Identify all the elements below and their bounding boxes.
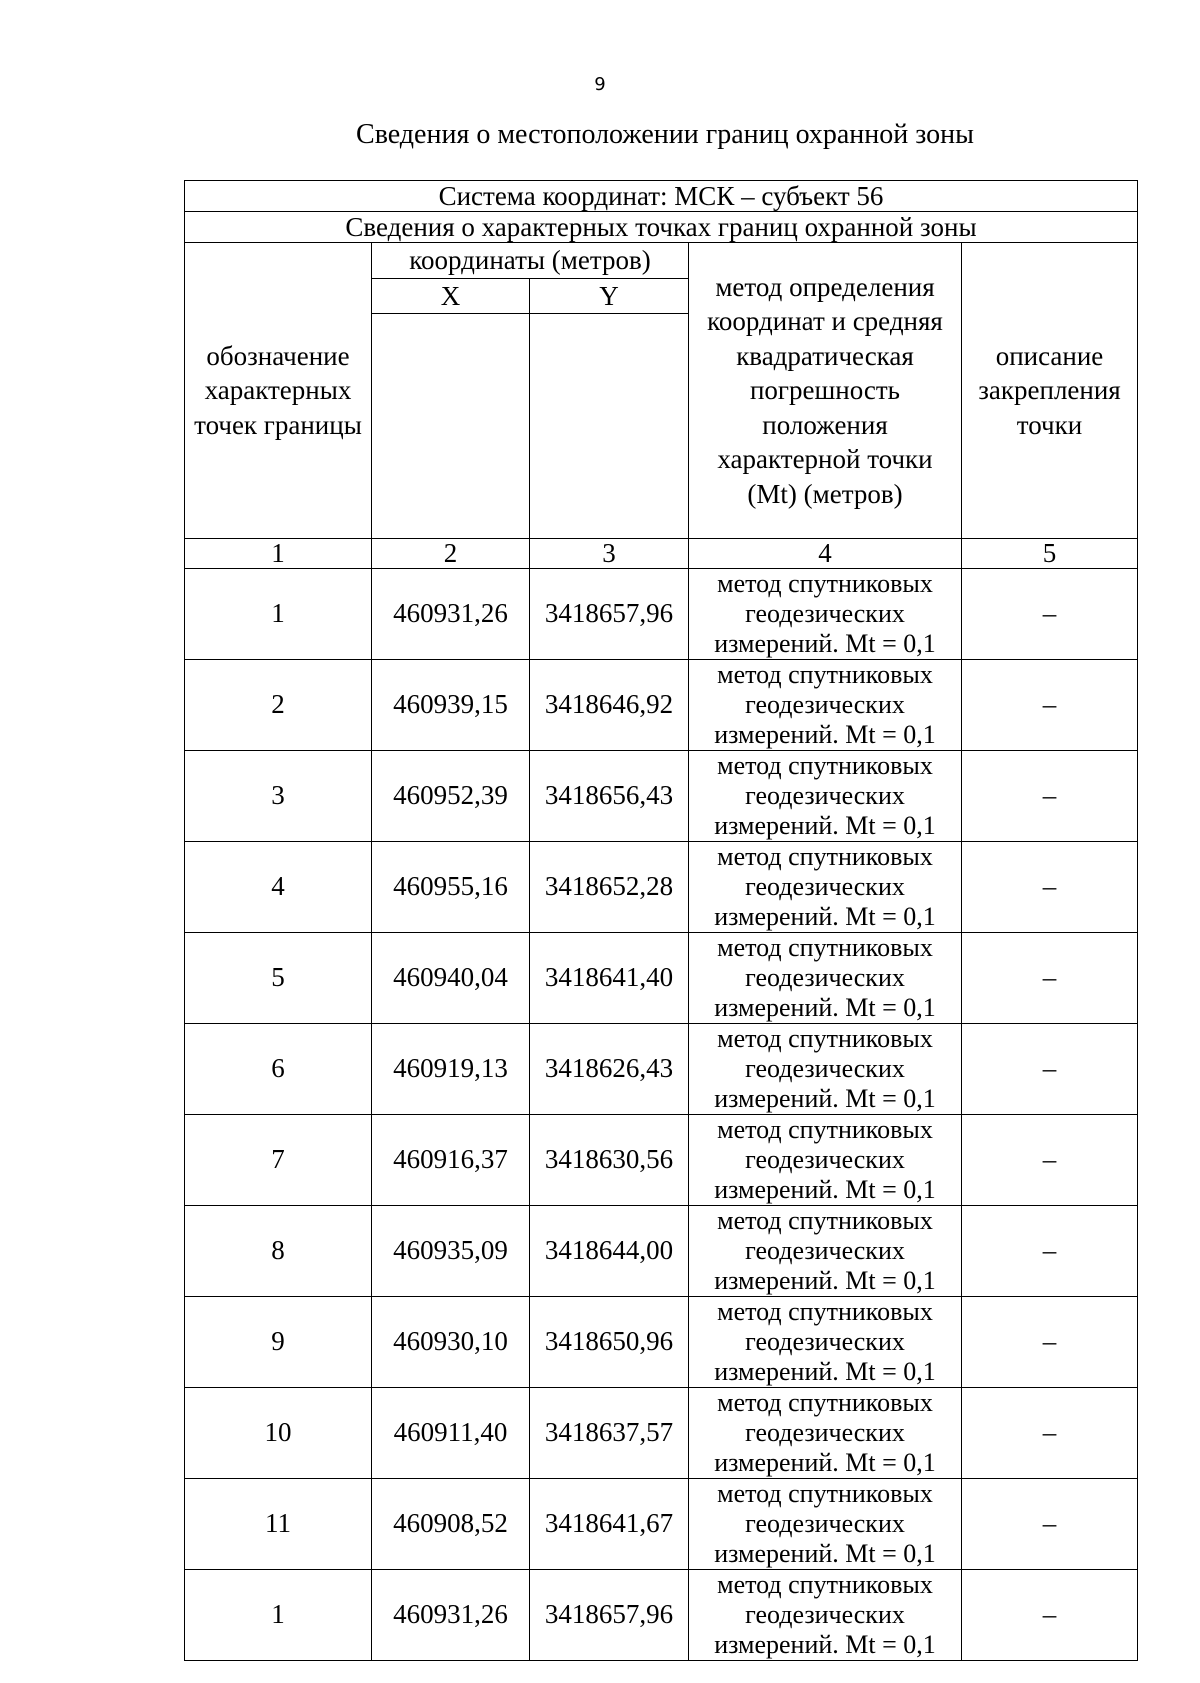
description-cell: –	[962, 842, 1138, 933]
description-cell: –	[962, 751, 1138, 842]
coord-system-row	[185, 181, 1138, 212]
description-cell: –	[962, 1570, 1138, 1661]
column-number: 2	[372, 539, 530, 569]
description-cell: –	[962, 1479, 1138, 1570]
x-coordinate-cell: 460931,26	[372, 569, 530, 660]
header-row	[185, 243, 1138, 279]
description-cell: –	[962, 660, 1138, 751]
table-row	[185, 1388, 1138, 1479]
column-numbers-row	[185, 539, 1138, 569]
table-row	[185, 1570, 1138, 1661]
point-cell: 4	[185, 842, 372, 933]
x-coordinate-cell: 460911,40	[372, 1388, 530, 1479]
table-row	[185, 933, 1138, 1024]
table-row	[185, 1024, 1138, 1115]
method-cell: метод спутниковых геодезических измерений. Mt = 0,1	[689, 569, 962, 660]
description-cell: –	[962, 933, 1138, 1024]
column-number: 1	[185, 539, 372, 569]
method-cell: метод спутниковых геодезических измерений. Mt = 0,1	[689, 1024, 962, 1115]
coord-system-cell: Система координат: МСК – субъект 56	[185, 181, 1138, 212]
method-cell: метод спутниковых геодезических измерений. Mt = 0,1	[689, 1388, 962, 1479]
section-title-cell: Сведения о характерных точках границ охранной зоны	[185, 212, 1138, 243]
y-coordinate-cell: 3418637,57	[530, 1388, 689, 1479]
point-cell: 9	[185, 1297, 372, 1388]
y-coordinate-cell: 3418656,43	[530, 751, 689, 842]
method-cell: метод спутниковых геодезических измерений. Mt = 0,1	[689, 660, 962, 751]
point-cell: 11	[185, 1479, 372, 1570]
method-cell: метод спутниковых геодезических измерений. Mt = 0,1	[689, 933, 962, 1024]
x-coordinate-cell: 460919,13	[372, 1024, 530, 1115]
method-cell: метод спутниковых геодезических измерений. Mt = 0,1	[689, 1297, 962, 1388]
document-title: Сведения о местоположении границ охранной зоны	[356, 119, 974, 150]
header-method: метод определения координат и средняя квадратическая погрешность положения характерной точки (Mt) (метров)	[689, 243, 962, 539]
header-x-spacer	[372, 314, 530, 539]
point-cell: 1	[185, 569, 372, 660]
column-number: 3	[530, 539, 689, 569]
y-coordinate-cell: 3418650,96	[530, 1297, 689, 1388]
point-cell: 1	[185, 1570, 372, 1661]
header-y: Y	[530, 278, 689, 314]
y-coordinate-cell: 3418626,43	[530, 1024, 689, 1115]
y-coordinate-cell: 3418644,00	[530, 1206, 689, 1297]
column-number: 5	[962, 539, 1138, 569]
y-coordinate-cell: 3418652,28	[530, 842, 689, 933]
header-x: X	[372, 278, 530, 314]
table-row	[185, 660, 1138, 751]
x-coordinate-cell: 460952,39	[372, 751, 530, 842]
point-cell: 8	[185, 1206, 372, 1297]
x-coordinate-cell: 460931,26	[372, 1570, 530, 1661]
description-cell: –	[962, 1024, 1138, 1115]
x-coordinate-cell: 460935,09	[372, 1206, 530, 1297]
y-coordinate-cell: 3418657,96	[530, 1570, 689, 1661]
method-cell: метод спутниковых геодезических измерений. Mt = 0,1	[689, 842, 962, 933]
x-coordinate-cell: 460940,04	[372, 933, 530, 1024]
table-row	[185, 751, 1138, 842]
header-description: описание закрепления точки	[962, 243, 1138, 539]
x-coordinate-cell: 460916,37	[372, 1115, 530, 1206]
method-cell: метод спутниковых геодезических измерений. Mt = 0,1	[689, 1479, 962, 1570]
table-row	[185, 842, 1138, 933]
header-point: обозначение характерных точек границы	[185, 243, 372, 539]
table-row	[185, 1479, 1138, 1570]
x-coordinate-cell: 460930,10	[372, 1297, 530, 1388]
point-cell: 7	[185, 1115, 372, 1206]
x-coordinate-cell: 460908,52	[372, 1479, 530, 1570]
page-number: 9	[594, 74, 606, 95]
method-cell: метод спутниковых геодезических измерений. Mt = 0,1	[689, 1206, 962, 1297]
table-row	[185, 1115, 1138, 1206]
description-cell: –	[962, 1115, 1138, 1206]
point-cell: 2	[185, 660, 372, 751]
method-cell: метод спутниковых геодезических измерений. Mt = 0,1	[689, 751, 962, 842]
point-cell: 5	[185, 933, 372, 1024]
point-cell: 3	[185, 751, 372, 842]
table-row	[185, 1206, 1138, 1297]
table-row	[185, 569, 1138, 660]
x-coordinate-cell: 460939,15	[372, 660, 530, 751]
description-cell: –	[962, 1388, 1138, 1479]
y-coordinate-cell: 3418657,96	[530, 569, 689, 660]
x-coordinate-cell: 460955,16	[372, 842, 530, 933]
description-cell: –	[962, 1297, 1138, 1388]
y-coordinate-cell: 3418641,67	[530, 1479, 689, 1570]
point-cell: 10	[185, 1388, 372, 1479]
y-coordinate-cell: 3418641,40	[530, 933, 689, 1024]
table-row	[185, 1297, 1138, 1388]
point-cell: 6	[185, 1024, 372, 1115]
header-coords: координаты (метров)	[372, 243, 689, 279]
description-cell: –	[962, 1206, 1138, 1297]
y-coordinate-cell: 3418646,92	[530, 660, 689, 751]
boundary-points-table	[184, 180, 1138, 1661]
header-y-spacer	[530, 314, 689, 539]
description-cell: –	[962, 569, 1138, 660]
section-title-row	[185, 212, 1138, 243]
method-cell: метод спутниковых геодезических измерений. Mt = 0,1	[689, 1570, 962, 1661]
method-cell: метод спутниковых геодезических измерений. Mt = 0,1	[689, 1115, 962, 1206]
y-coordinate-cell: 3418630,56	[530, 1115, 689, 1206]
column-number: 4	[689, 539, 962, 569]
